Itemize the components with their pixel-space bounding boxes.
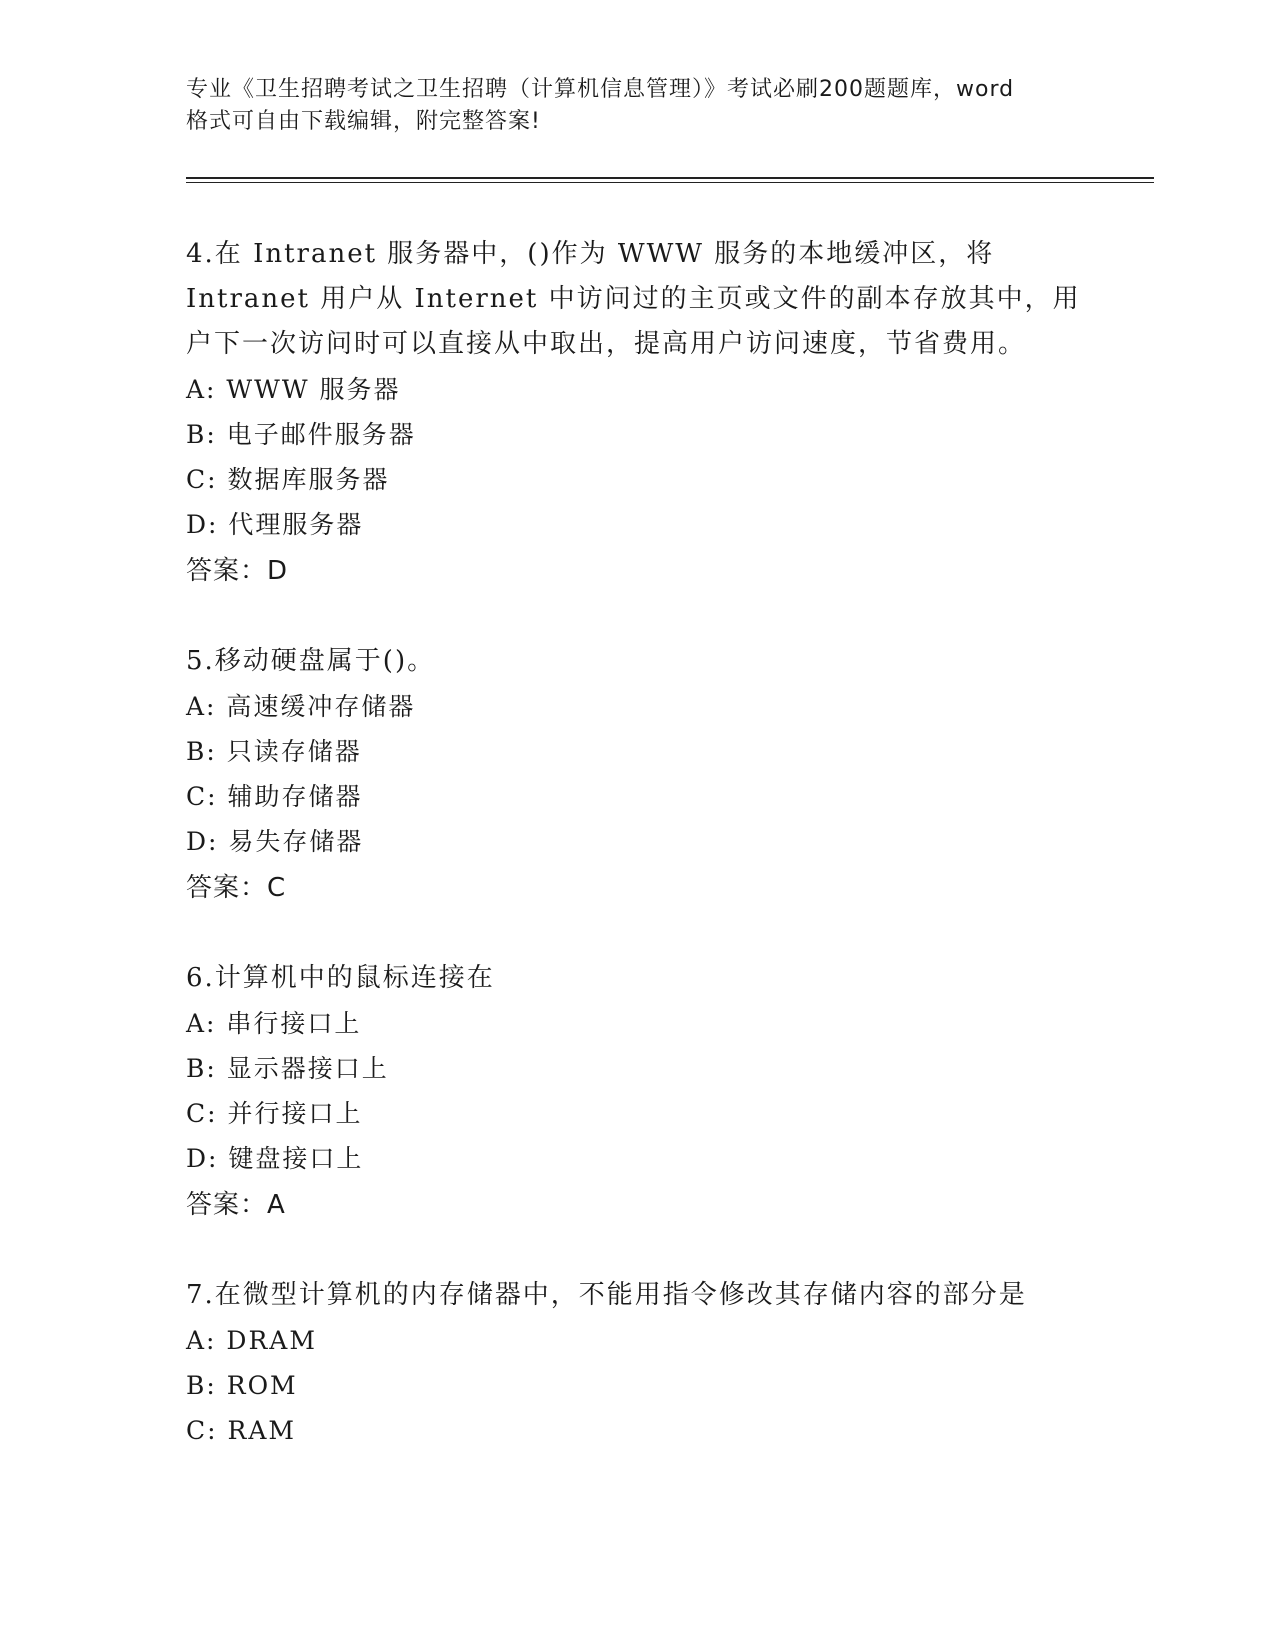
answer-line: 答案：C	[186, 873, 287, 903]
question-text: 7.在微型计算机的内存储器中，不能用指令修改其存储内容的部分是	[186, 1280, 1027, 1310]
question-text: 4.在 Intranet 服务器中，()作为 WWW 服务的本地缓冲区，将 Intranet 用户从 Internet 中访问过的主页或文件的副本存放其中，用户下一次访问时可以直接从中取出，提高用户访问速度，节省费用。	[186, 239, 1081, 359]
option-c: C: RAM	[186, 1416, 296, 1445]
question-text: 6.计算机中的鼠标连接在	[186, 963, 495, 993]
option-b: B: 电子邮件服务器	[186, 420, 416, 449]
option-a: A: DRAM	[186, 1326, 317, 1355]
option-d: D: 代理服务器	[186, 510, 364, 539]
document-header	[186, 74, 1086, 138]
option-a: A: 串行接口上	[186, 1009, 362, 1038]
option-d: D: 键盘接口上	[186, 1144, 364, 1173]
option-b: B: 只读存储器	[186, 737, 362, 766]
question-6	[186, 956, 1086, 1229]
question-4	[186, 232, 1086, 595]
header-title-line-1: 专业《卫生招聘考试之卫生招聘（计算机信息管理）》考试必刷200题题库，word	[186, 77, 1015, 102]
option-c: C: 辅助存储器	[186, 782, 363, 811]
option-c: C: 并行接口上	[186, 1099, 363, 1128]
header-title-line-2: 格式可自由下载编辑，附完整答案!	[186, 109, 541, 134]
option-c: C: 数据库服务器	[186, 465, 390, 494]
option-a: A: 高速缓冲存储器	[186, 692, 416, 721]
header-divider	[186, 177, 1154, 183]
question-5	[186, 639, 1086, 912]
question-7	[186, 1273, 1086, 1453]
answer-line: 答案：D	[186, 556, 289, 586]
option-a: A: WWW 服务器	[186, 375, 401, 404]
option-b: B: 显示器接口上	[186, 1054, 389, 1083]
answer-line: 答案：A	[186, 1190, 286, 1220]
option-b: B: ROM	[186, 1371, 298, 1400]
option-d: D: 易失存储器	[186, 827, 364, 856]
question-text: 5.移动硬盘属于()。	[186, 646, 436, 676]
question-list	[186, 232, 1086, 1497]
